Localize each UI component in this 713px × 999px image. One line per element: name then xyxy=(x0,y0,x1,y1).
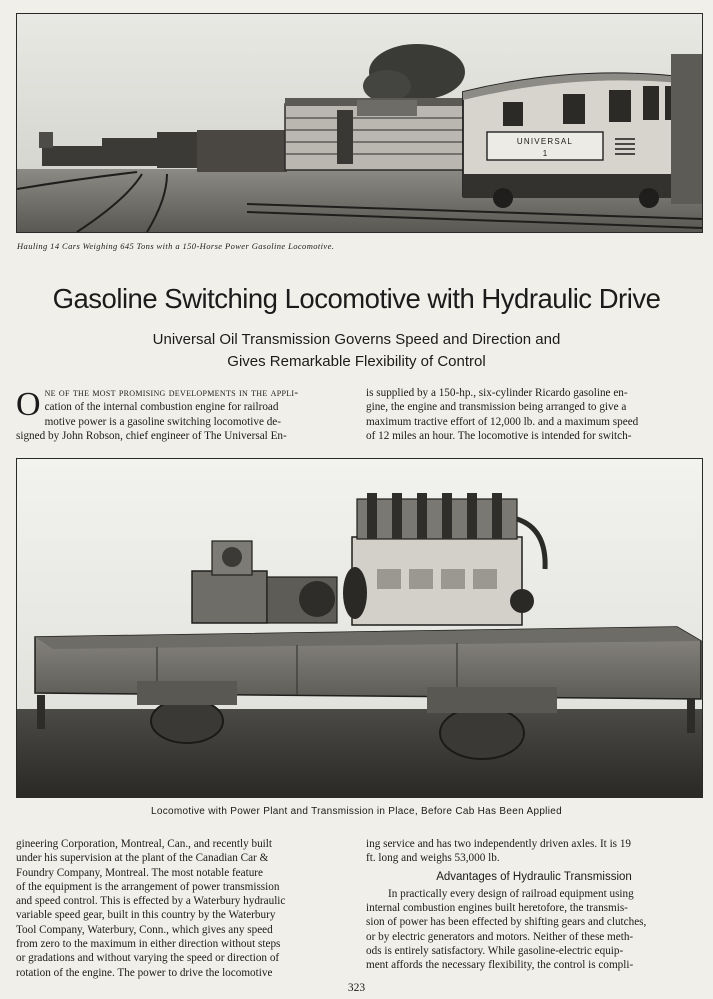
text-line: variable speed gear, built in this country by the Waterbury xyxy=(16,909,276,922)
article-subtitle-line2: Gives Remarkable Flexibility of Control xyxy=(227,353,486,370)
text-line: gine, the engine and transmission being arranged to give a xyxy=(366,401,627,414)
text-line: sion of power has been effected by shifting gears and clutches, xyxy=(366,916,647,929)
locomotive-number: 1 xyxy=(542,149,548,158)
top-photo-caption: Hauling 14 Cars Weighing 645 Tons with a 150-Horse Power Gasoline Locomotive. xyxy=(17,241,335,251)
text-line: ing service and has two independently driven axles. It is 19 xyxy=(366,838,632,850)
text-line: gineering Corporation, Montreal, Can., and recently built xyxy=(16,838,273,850)
building xyxy=(671,54,702,204)
text-line: or gradations and without varying the speed or direction of xyxy=(16,952,280,965)
text-line: Tool Company, Waterbury, Conn., which gives any speed xyxy=(16,923,273,936)
water-tower xyxy=(39,132,53,148)
page-number: 323 xyxy=(347,982,366,994)
text-line: ment affords the necessary flexibility, the control is compli- xyxy=(366,959,634,972)
text-line: under his supervision at the plant of the Canadian Car & xyxy=(16,852,269,865)
locomotive-marking: UNIVERSAL xyxy=(516,137,574,146)
shop-floor xyxy=(17,709,702,797)
chassis-photo-drawing xyxy=(17,459,702,797)
intro-right-column xyxy=(366,386,702,443)
text-line: maximum tractive effort of 12,000 lb. and a maximum speed xyxy=(366,415,639,428)
text-line: ft. long and weighs 53,000 lb. xyxy=(366,852,500,865)
text-line: rotation of the engine. The power to drive the locomotive xyxy=(16,966,273,979)
text-line: signed by John Robson, chief engineer of The Universal En- xyxy=(16,429,287,442)
section-heading: Advantages of Hydraulic Transmission xyxy=(436,870,632,883)
text-line: and speed control. This is effected by a Waterbury hydraulic xyxy=(16,895,286,908)
text-line: of the equipment is the arrangement of power transmission xyxy=(16,880,280,893)
text-line: from zero to the maximum in either direction without steps xyxy=(16,938,281,951)
drop-cap: O xyxy=(16,386,41,423)
mid-photo-caption: Locomotive with Power Plant and Transmission in Place, Before Cab Has Been Applied xyxy=(151,806,562,817)
lower-right-column xyxy=(366,837,702,973)
text-line: of 12 miles an hour. The locomotive is intended for switch- xyxy=(366,429,632,442)
lower-left-column xyxy=(16,837,352,980)
gasoline-locomotive xyxy=(463,73,693,208)
text-line: is supplied by a 150-hp., six-cylinder Ricardo gasoline en- xyxy=(366,387,628,399)
text-line: motive power is a gasoline switching locomotive de- xyxy=(44,415,282,428)
text-line: or by electric generators and motors. Neither of these meth- xyxy=(366,930,634,943)
article-subtitle-line1: Universal Oil Transmission Governs Speed and Direction and xyxy=(152,331,561,348)
text-line: Foundry Company, Montreal. The most notable feature xyxy=(16,866,264,879)
stock-car xyxy=(285,98,470,170)
train-photo xyxy=(16,13,703,233)
text-line: ods is entirely satisfactory. While gasoline-electric equip- xyxy=(366,945,624,958)
ricardo-engine xyxy=(343,493,545,625)
text-line: cation of the internal combustion engine for railroad xyxy=(44,401,279,414)
text-line: internal combustion engines built heretofore, the transmis- xyxy=(366,902,628,915)
train-photo-drawing xyxy=(17,14,702,232)
article-title: Gasoline Switching Locomotive with Hydraulic Drive xyxy=(52,283,661,314)
locomotive-chassis-photo xyxy=(16,458,703,798)
text-line: ne of the most promising developments in the appli- xyxy=(44,387,299,399)
intro-left-column xyxy=(16,386,352,443)
text-line: In practically every design of railroad equipment using xyxy=(388,887,634,900)
